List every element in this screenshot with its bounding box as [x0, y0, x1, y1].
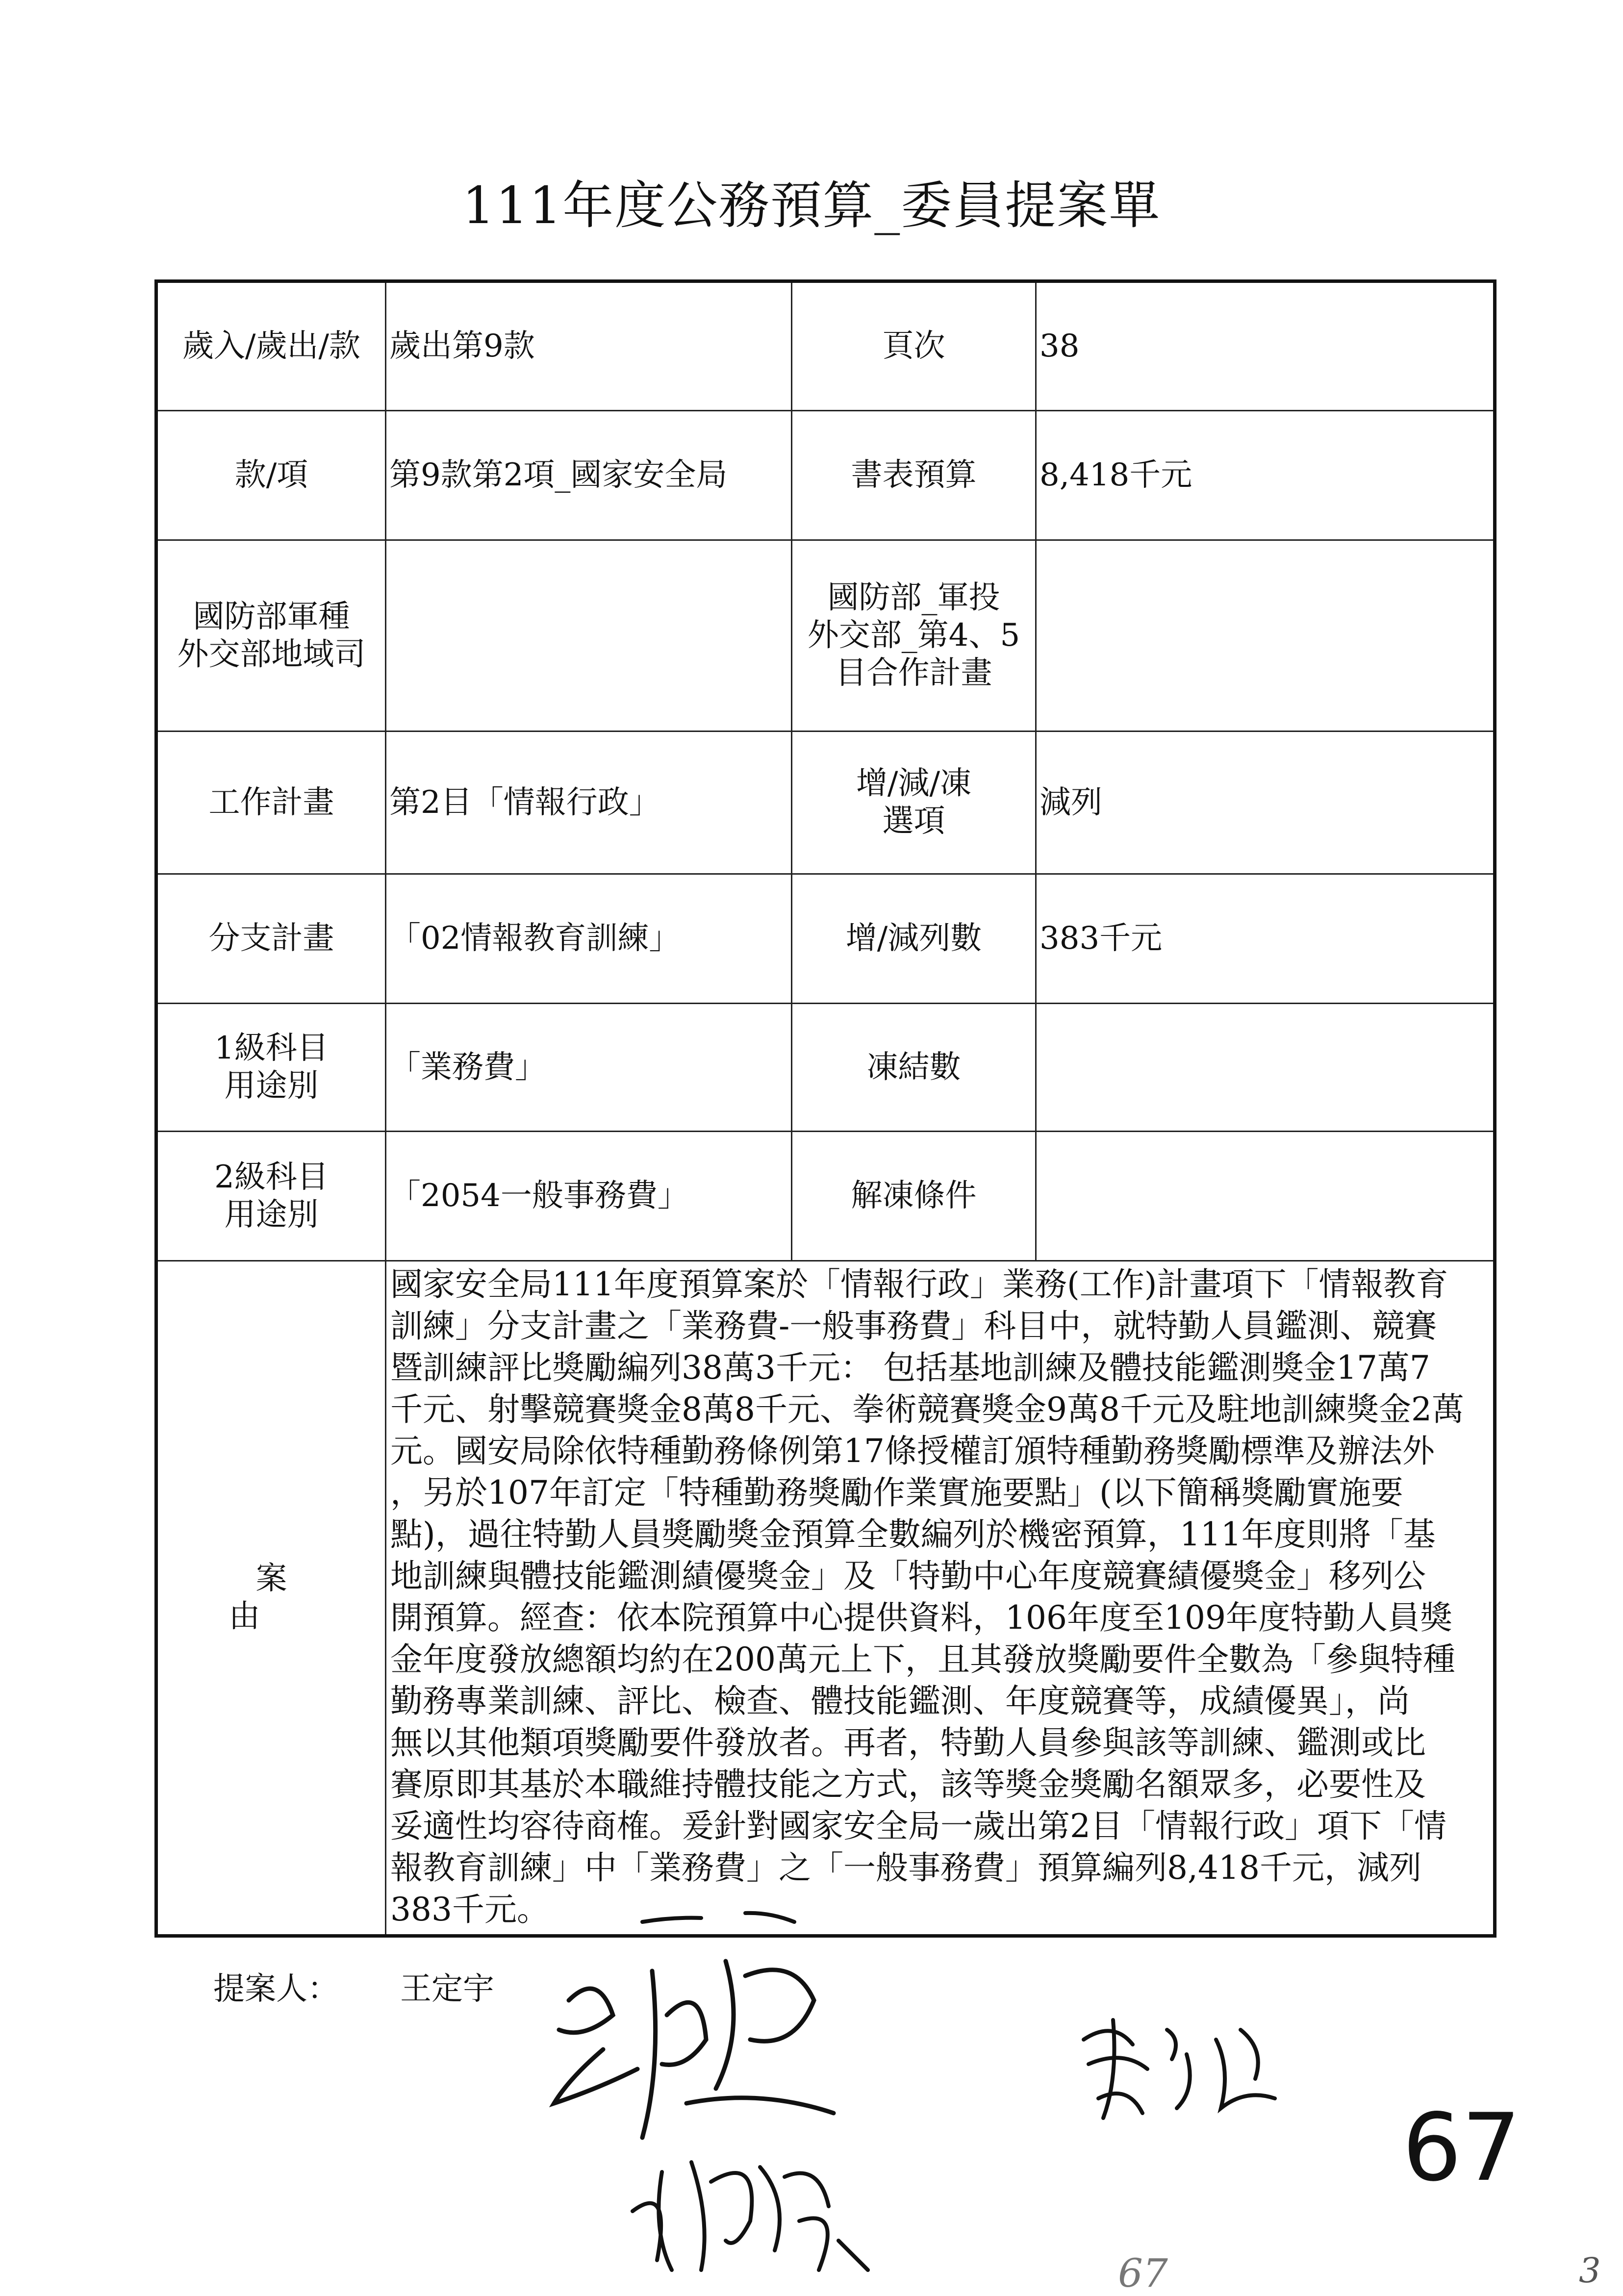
reason-label: 案由: [156, 1261, 386, 1936]
signature-2: [613, 2123, 883, 2280]
field-value: [1036, 540, 1495, 732]
proposer-label: 提案人：: [213, 1971, 339, 2007]
page-number: 67: [1402, 2094, 1521, 2202]
field-value: 38: [1036, 281, 1495, 411]
field-label: 款/項: [156, 411, 386, 540]
table-row: [156, 540, 1495, 732]
field-label: [792, 732, 1036, 874]
reason-line: 元。國安局除依特種勤務條例第17條授權訂頒特種勤務獎勵標準及辦法外: [390, 1432, 1435, 1470]
reason-line: 國家安全局111年度預算案於「情報行政」業務(工作)計畫項下「情報教育: [390, 1265, 1448, 1303]
reason-row: [156, 1261, 1495, 1936]
reason-line: 勤務專業訓練、評比、檢查、體技能鑑測、年度競賽等，成績優異」，尚: [390, 1682, 1410, 1720]
field-label: [156, 1132, 386, 1261]
field-label: 書表預算: [792, 411, 1036, 540]
field-value: 歲出第9款: [386, 281, 792, 411]
proposer-name: 王定宇: [400, 1971, 494, 2007]
field-value: 383千元: [1036, 874, 1495, 1004]
corner-note: 3: [1579, 2250, 1601, 2291]
reason-line: 無以其他類項獎勵要件發放者。再者，特勤人員參與該等訓練、鑑測或比: [390, 1724, 1426, 1762]
field-label-line: 1級科目: [214, 1030, 329, 1067]
field-label: 分支計畫: [156, 874, 386, 1004]
field-value: 「業務費」: [386, 1004, 792, 1132]
field-label-line: 外交部地域司: [177, 636, 366, 673]
strike-marks: [633, 1902, 809, 1932]
margin-note: 67: [1118, 2250, 1168, 2296]
reason-line: 金年度發放總額均約在200萬元上下，且其發放獎勵要件全數為「參與特種: [390, 1640, 1455, 1678]
form-title: 111年度公務預算_委員提案單: [462, 176, 1161, 235]
field-value: 8,418千元: [1036, 411, 1495, 540]
signature-3: [1069, 2000, 1304, 2128]
field-value: 減列: [1036, 732, 1495, 874]
reason-line: ，另於107年訂定「特種勤務獎勵作業實施要點」(以下簡稱獎勵實施要: [390, 1474, 1403, 1512]
table-row: [156, 732, 1495, 874]
field-label: 頁次: [792, 281, 1036, 411]
field-value: [1036, 1004, 1495, 1132]
field-label: 歲入/歲出/款: [156, 281, 386, 411]
reason-line: 開預算。經查：依本院預算中心提供資料，106年度至109年度特勤人員獎: [390, 1599, 1452, 1637]
reason-line: 383千元。: [390, 1891, 549, 1928]
field-value: 「2054一般事務費」: [386, 1132, 792, 1261]
field-label: 工作計畫: [156, 732, 386, 874]
proposal-table: [154, 279, 1496, 1938]
reason-line: 暨訓練評比獎勵編列38萬3千元： 包括基地訓練及體技能鑑測獎金17萬7: [390, 1349, 1430, 1387]
field-label-line: 增/減/凍: [856, 765, 972, 802]
field-label-line: 外交部_第4、5: [807, 617, 1020, 654]
field-label: [156, 1004, 386, 1132]
reason-text: [386, 1261, 1495, 1936]
field-label: 增/減列數: [792, 874, 1036, 1004]
field-label: [792, 540, 1036, 732]
table-row: [156, 411, 1495, 540]
field-label: 凍結數: [792, 1004, 1036, 1132]
table-row: [156, 1004, 1495, 1132]
reason-line: 報教育訓練」中「業務費」之「一般事務費」預算編列8,418千元，減列: [390, 1849, 1421, 1887]
field-value: 第2目「情報行政」: [386, 732, 792, 874]
field-label-line: 國防部軍種: [193, 598, 350, 635]
field-label: 解凍條件: [792, 1132, 1036, 1261]
signature-1: [539, 1942, 883, 2147]
field-label-line: 目合作計畫: [835, 655, 992, 691]
field-value: 第9款第2項_國家安全局: [386, 411, 792, 540]
reason-line: 地訓練與體技能鑑測績優獎金」及「特勤中心年度競賽績優獎金」移列公: [390, 1557, 1426, 1595]
field-label-line: 2級科目: [214, 1159, 329, 1195]
reason-line: 妥適性均容待商榷。爰針對國家安全局一歲出第2目「情報行政」項下「情: [390, 1807, 1446, 1845]
field-label-line: 用途別: [224, 1068, 319, 1104]
field-value: [1036, 1132, 1495, 1261]
field-label-line: 國防部_軍投: [827, 580, 1000, 616]
table-row: [156, 1132, 1495, 1261]
reason-line: 千元、射擊競賽獎金8萬8千元、拳術競賽獎金9萬8千元及駐地訓練獎金2萬: [390, 1390, 1464, 1428]
field-value: 「02情報教育訓練」: [386, 874, 792, 1004]
field-label-line: 用途別: [224, 1196, 319, 1233]
table-row: [156, 874, 1495, 1004]
field-label: [156, 540, 386, 732]
field-value: [386, 540, 792, 732]
reason-line: 點)，過往特勤人員獎勵獎金預算全數編列於機密預算，111年度則將「基: [390, 1515, 1436, 1553]
reason-line: 賽原即其基於本職維持體技能之方式，該等獎金獎勵名額眾多，必要性及: [390, 1766, 1426, 1803]
reason-line: 訓練」分支計畫之「業務費-一般事務費」科目中，就特勤人員鑑測、競賽: [390, 1307, 1437, 1345]
table-row: [156, 281, 1495, 411]
field-label-line: 選項: [882, 803, 945, 839]
